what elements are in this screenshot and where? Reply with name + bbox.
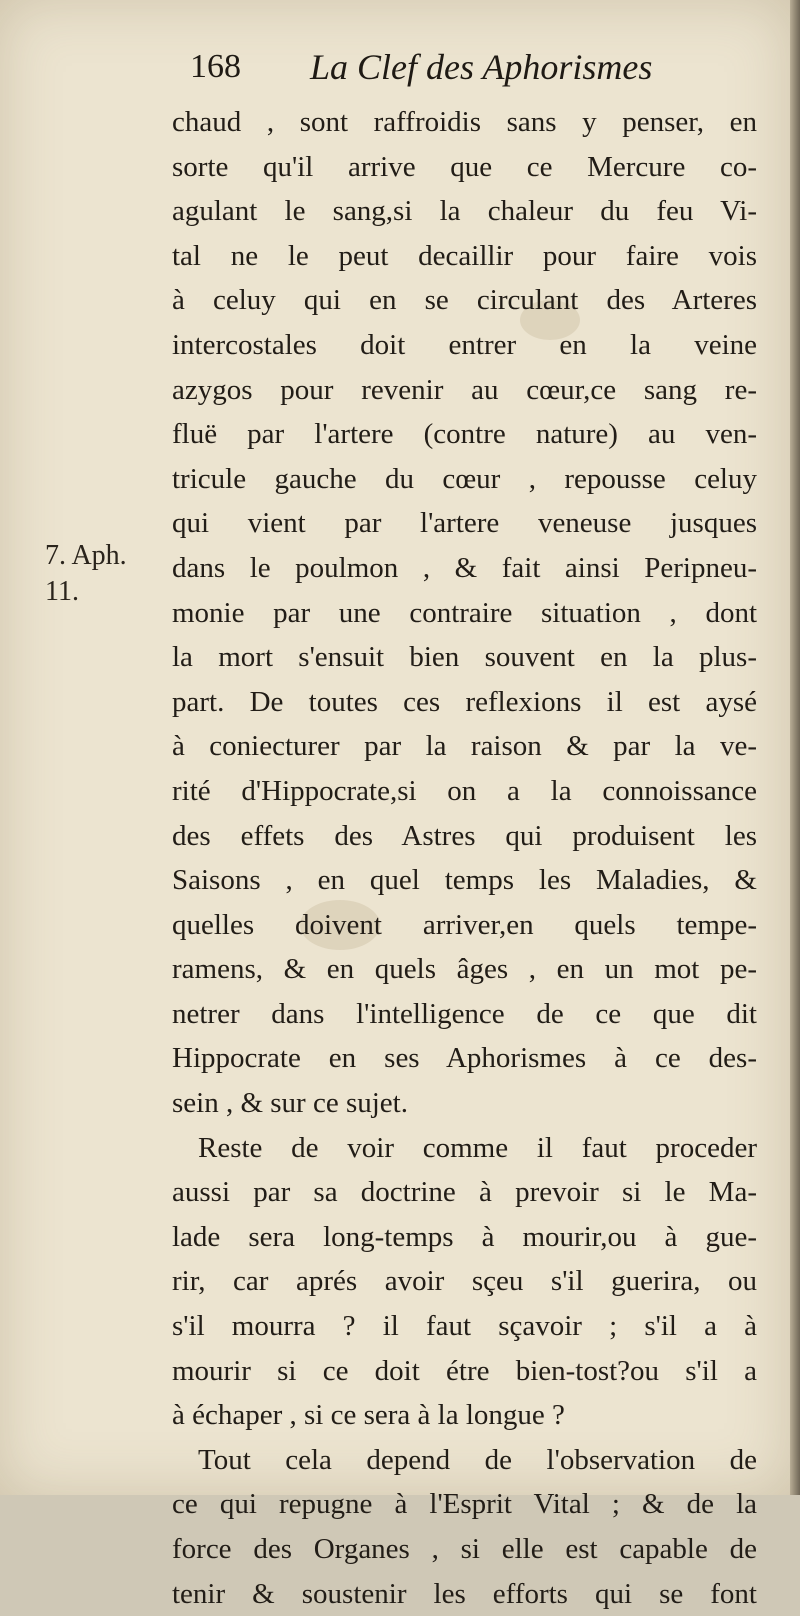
text-line: à coniecturer par la raison & par la ve- [172,730,757,763]
text-line: aussi par sa doctrine à prevoir si le Ma- [172,1176,757,1209]
text-line: à échaper , si ce sera à la longue ? [172,1399,565,1432]
text-line: rir, car aprés avoir sçeu s'il guerira, ou [172,1265,757,1298]
text-line: sein , & sur ce sujet. [172,1087,408,1120]
text-line: intercostales doit entrer en la veine [172,328,757,361]
text-line: Reste de voir comme il faut proceder [198,1131,757,1164]
text-line: lade sera long-temps à mourir,ou à gue- [172,1220,757,1253]
text-line: force des Organes , si elle est capable de [172,1533,757,1565]
text-line: netrer dans l'intelligence de ce que dit [172,997,757,1030]
text-line: dans le poulmon , & fait ainsi Peripneu- [172,551,757,584]
text-line: tal ne le peut decaillir pour faire vois [172,239,757,272]
text-line: Tout cela depend de l'observation de [198,1443,757,1476]
margin-note-line: 7. Aph. [45,540,127,571]
margin-note [45,538,165,610]
text-line: ramens, & en quels âges , en un mot pe- [172,953,757,986]
text-line: Saisons , en quel temps les Maladies, & [172,864,757,897]
text-line: Hippocrate en ses Aphorismes à ce des- [172,1042,757,1075]
page-number: 168 [190,48,241,85]
margin-note-line: 11. [45,576,79,607]
page-header [190,48,770,98]
text-line: la mort s'ensuit bien souvent en la plus- [172,641,757,674]
text-line: quelles doivent arriver,en quels tempe- [172,908,757,941]
text-line: ce qui repugne à l'Esprit Vital ; & de la [172,1488,757,1521]
text-line: fluë par l'artere (contre nature) au ven- [172,418,757,451]
text-line: monie par une contraire situation , dont [172,596,757,629]
text-line: agulant le sang,si la chaleur du feu Vi- [172,195,757,228]
text-line: azygos pour revenir au cœur,ce sang re- [172,373,757,406]
running-title: La Clef des Aphorismes [310,47,653,87]
text-line: s'il mourra ? il faut sçavoir ; s'il a à [172,1310,757,1343]
text-line: qui vient par l'artere veneuse jusques [172,507,757,540]
text-line: part. De toutes ces reflexions il est aysé [172,685,757,718]
text-line: mourir si ce doit étre bien-tost?ou s'il a [172,1354,757,1387]
text-line: rité d'Hippocrate,si on a la connoissance [172,774,757,807]
text-line: à celuy qui en se circulant des Arteres [172,284,757,317]
body-text [172,100,757,1616]
text-line: des effets des Astres qui produisent les [172,819,757,852]
text-line: sorte qu'il arrive que ce Mercure co- [172,150,757,183]
page-edge [790,0,800,1495]
text-line: chaud , sont raffroidis sans y penser, en [172,106,757,138]
text-line: tenir & soustenir les efforts qui se font [172,1577,757,1610]
text-line: tricule gauche du cœur , repousse celuy [172,462,757,495]
